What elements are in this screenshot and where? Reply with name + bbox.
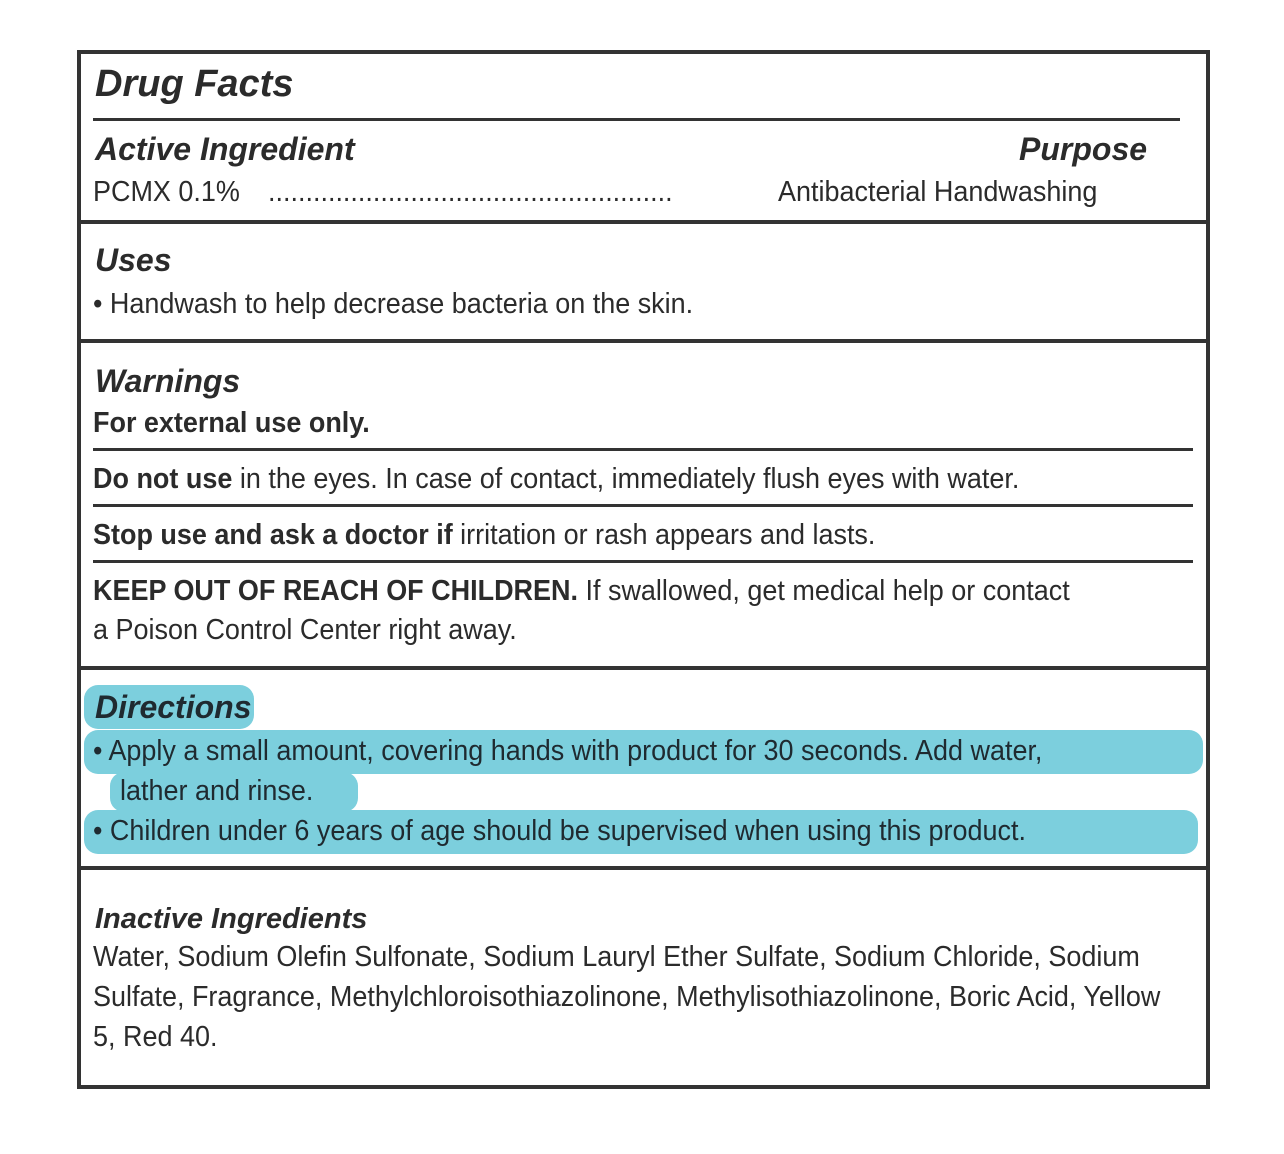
inactive-line-2: Sulfate, Fragrance, Methylchloroisothiazolinone, Methylisothiazolinone, Boric Acid, Yellow [93, 981, 1161, 1013]
uses-heading: Uses [95, 242, 172, 278]
warnings-rule-3 [93, 560, 1193, 563]
directions-item-1: • Apply a small amount, covering hands with product for 30 seconds. Add water, [93, 735, 1043, 767]
keep-out-line-1 [93, 575, 1070, 608]
inactive-heading: Inactive Ingredients [95, 903, 368, 935]
active-ingredient-heading: Active Ingredient [95, 131, 355, 167]
directions-item-2: • Children under 6 years of age should be supervised when using this product. [93, 815, 1026, 847]
warnings-rule-2 [93, 504, 1193, 507]
section-divider-1 [77, 220, 1210, 224]
stop-use-text: irritation or rash appears and lasts. [452, 519, 876, 551]
section-divider-4 [77, 866, 1210, 870]
keep-out-line-2: a Poison Control Center right away. [93, 614, 517, 646]
purpose-heading: Purpose [1019, 131, 1148, 167]
keep-out-label: KEEP OUT OF REACH OF CHILDREN. [93, 575, 578, 607]
external-use-statement: For external use only. [93, 407, 370, 439]
directions-heading: Directions [95, 689, 252, 725]
drug-facts-title: Drug Facts [95, 63, 294, 105]
keep-out-text: If swallowed, get medical help or contact [577, 575, 1070, 607]
do-not-use-label: Do not use [93, 463, 233, 495]
warnings-heading: Warnings [95, 363, 241, 399]
stop-use-line [93, 519, 875, 552]
active-ingredient-purpose: Antibacterial Handwashing [778, 176, 1098, 208]
do-not-use-line [93, 463, 1019, 496]
do-not-use-text: in the eyes. In case of contact, immediately flush eyes with water. [232, 463, 1020, 495]
active-ingredient-name: PCMX 0.1% [93, 176, 240, 208]
directions-item-1-cont: lather and rinse. [120, 775, 314, 807]
warnings-rule-1 [93, 448, 1193, 451]
inactive-line-3: 5, Red 40. [93, 1021, 218, 1053]
title-rule [93, 118, 1180, 121]
section-divider-2 [77, 339, 1210, 343]
stop-use-label: Stop use and ask a doctor if [93, 519, 453, 551]
uses-item: • Handwash to help decrease bacteria on the skin. [93, 288, 694, 320]
inactive-line-1: Water, Sodium Olefin Sulfonate, Sodium Lauryl Ether Sulfate, Sodium Chloride, Sodium [93, 941, 1140, 973]
active-ingredient-leader: ...................................................... [268, 176, 673, 208]
section-divider-3 [77, 666, 1210, 670]
